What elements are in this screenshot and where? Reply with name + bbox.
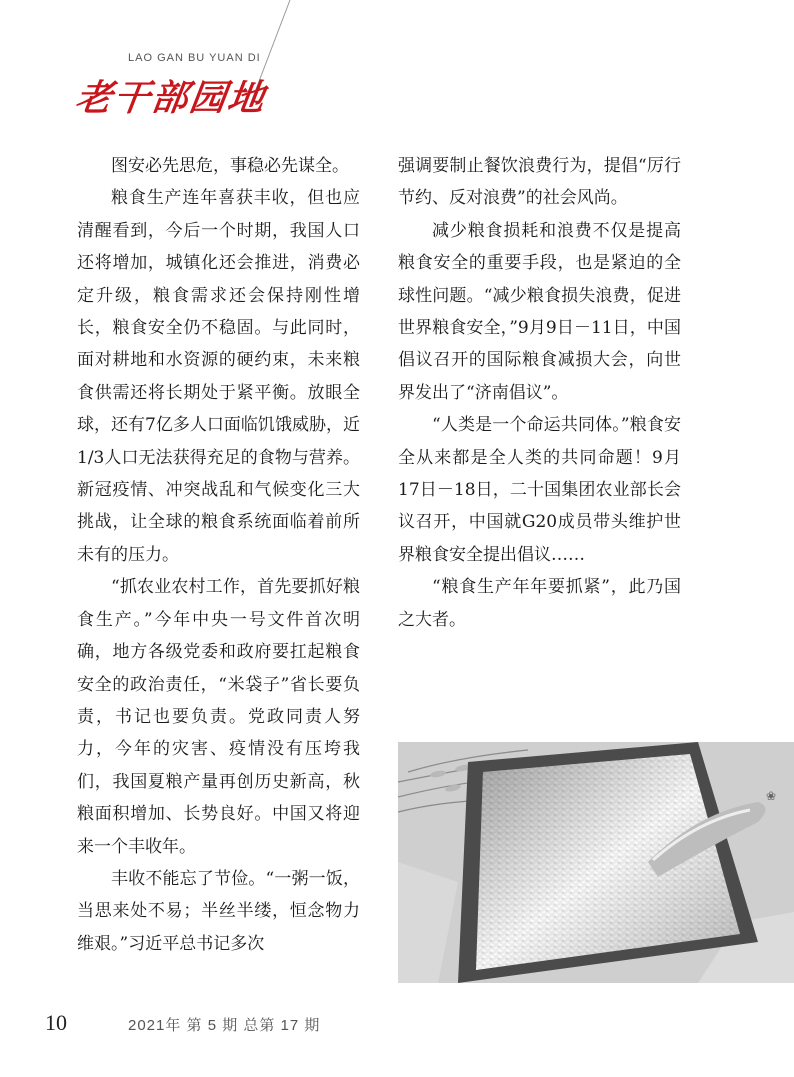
masthead-pinyin: LAO GAN BU YUAN DI bbox=[128, 52, 261, 64]
paragraph: “粮食生产年年要抓紧”，此乃国之大者。 bbox=[398, 577, 681, 630]
article-right-column bbox=[398, 150, 681, 636]
masthead-logo: 老干部园地 bbox=[72, 77, 269, 119]
spoon-decoration-mark: ❀ bbox=[766, 789, 777, 803]
paragraph: 图安必先思危，事稳必先谋全。 bbox=[111, 156, 349, 176]
paragraph: 粮食生产连年喜获丰收，但也应清醒看到，今后一个时期，我国人口还将增加，城镇化还会推进，消费必定升级，粮食需求还会保持刚性增长，粮食安全仍不稳固。与此同时，面对耕地和水资源的硬约束，未来粮食供需还将长期处于紧平衡。放眼全球，还有7亿多人口面临饥饿威胁，近1/3人口无法获得充足的食物与营养。新冠疫情、冲突战乱和气候变化三大挑战，让全球的粮食系统面临着前所未有的压力。 bbox=[77, 188, 360, 565]
paragraph: “抓农业农村工作，首先要抓好粮食生产。”今年中央一号文件首次明确，地方各级党委和政府要扛起粮食安全的政治责任，“米袋子”省长要负责，书记也要负责。党政同责人努力，今年的灾害、疫情没有压垮我们，我国夏粮产量再创历史新高，秋粮面积增加、长势良好。中国又将迎来一个丰收年。 bbox=[77, 577, 360, 857]
masthead bbox=[0, 0, 794, 140]
article-left-column bbox=[77, 150, 360, 960]
paragraph: 丰收不能忘了节俭。“一粥一饭，当思来处不易；半丝半缕，恒念物力维艰。”习近平总书记多次 bbox=[77, 868, 360, 954]
paragraph: “人类是一个命运共同体。”粮食安全从来都是全人类的共同命题！9月17日－18日，二十国集团农业部长会议召开，中国就G20成员带头维护世界粮食安全提出倡议…… bbox=[398, 415, 681, 565]
page-number: 10 bbox=[45, 1010, 67, 1035]
issue-info: 2021年 第 5 期 总第 17 期 bbox=[128, 1017, 321, 1034]
rice-photo bbox=[398, 742, 794, 983]
paragraph: 减少粮食损耗和浪费不仅是提高粮食安全的重要手段，也是紧迫的全球性问题。“减少粮食损失浪费，促进世界粮食安全，”9月9日－11日，中国倡议召开的国际粮食减损大会，向世界发出了“济南倡议”。 bbox=[398, 220, 681, 403]
paragraph: 强调要制止餐饮浪费行为，提倡“厉行节约、反对浪费”的社会风尚。 bbox=[398, 156, 681, 209]
